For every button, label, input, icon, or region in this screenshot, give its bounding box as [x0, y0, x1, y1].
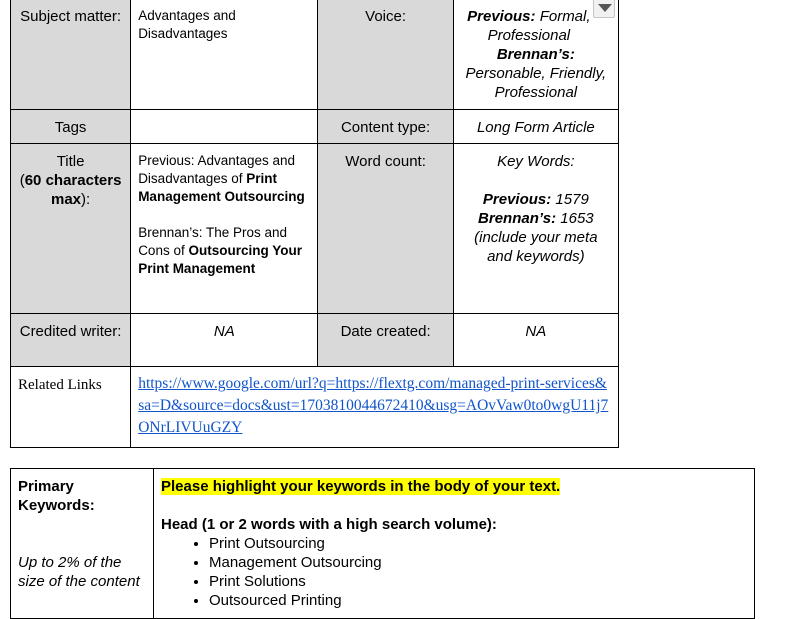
voice-brennan: [461, 45, 611, 102]
word-count-brennan: [461, 209, 611, 228]
list-item: • Outsourced Printing: [209, 591, 747, 610]
subject-matter-label-cell: [11, 0, 131, 110]
key-words-label: Key Words:: [497, 153, 575, 170]
primary-keywords-content-cell: [154, 469, 755, 619]
title-label: Title: [56, 153, 85, 170]
head-keywords-label: Head (1 or 2 words with a high search volume):: [161, 516, 497, 533]
credited-writer-label: Credited writer:: [19, 323, 122, 340]
tags-value-cell[interactable]: [131, 110, 318, 144]
voice-brennan-value: Personable, Friendly, Professional: [465, 65, 607, 101]
date-created-label-cell: [318, 314, 453, 367]
word-count-previous-label: Previous:: [482, 191, 552, 208]
title-previous-bold: Print Management Outsourcing: [138, 171, 305, 204]
title-brennan: [138, 224, 310, 278]
voice-value-cell: [453, 0, 618, 110]
list-item: • Print Outsourcing: [209, 534, 747, 553]
row-credited-date: [11, 314, 619, 367]
title-previous-prefix: Previous: Advantages and Disadvantages of: [138, 153, 296, 186]
content-type-value: Long Form Article: [476, 119, 595, 136]
title-label-paren-open: (: [19, 172, 25, 189]
subject-matter-value-cell: [131, 0, 318, 110]
voice-previous-label: Previous:: [467, 8, 536, 25]
primary-keywords-note: Up to 2% of the size of the content: [18, 554, 140, 590]
word-count-value-cell: [453, 144, 618, 314]
title-previous: [138, 152, 310, 206]
credited-writer-label-cell: [11, 314, 131, 367]
content-brief-table: [10, 0, 619, 448]
related-links-label-cell: [11, 367, 131, 448]
primary-keywords-label-cell: [11, 469, 154, 619]
content-type-label-cell: [318, 110, 453, 144]
voice-previous-value: Formal, Professional: [487, 8, 591, 44]
subject-matter-value: Advantages and Disadvantages: [138, 8, 236, 41]
date-created-value: NA: [525, 323, 547, 340]
word-count-brennan-value: 1653: [556, 210, 594, 227]
content-type-label: Content type:: [340, 119, 431, 136]
list-item: • Print Solutions: [209, 572, 747, 591]
credited-writer-value: NA: [213, 323, 235, 340]
word-count-previous: [461, 190, 611, 209]
voice-label: Voice:: [365, 8, 407, 25]
list-item: • Management Outsourcing: [209, 553, 747, 572]
dropdown-arrow-icon[interactable]: [593, 0, 615, 18]
subject-matter-label: Subject matter:: [20, 8, 122, 25]
date-created-label: Date created:: [340, 323, 431, 340]
tags-label: Tags: [54, 119, 87, 136]
word-count-brennan-label: Brennan’s:: [478, 210, 557, 227]
title-label-paren-close: ):: [81, 191, 91, 208]
title-brennan-prefix: Brennan’s: The Pros and Cons of: [138, 225, 288, 258]
row-subject-voice: [11, 0, 619, 110]
credited-writer-value-cell: [131, 314, 318, 367]
word-count-label: Word count:: [345, 153, 426, 170]
related-link[interactable]: https://www.google.com/url?q=https://flextg.com/managed-print-services&sa=D&source=docs&ust=1703810044672410&usg=AOvVaw0to0wgU11j7ONrLIVUuGZY: [138, 375, 609, 436]
row-tags-content-type: [11, 110, 619, 144]
content-type-value-cell: [453, 110, 618, 144]
voice-previous: [461, 7, 611, 45]
related-links-label: Related Links: [18, 377, 102, 393]
voice-brennan-label: Brennan’s:: [496, 46, 575, 63]
title-value-cell: [131, 144, 318, 314]
primary-keywords-label: Primary Keywords:: [18, 478, 95, 514]
word-count-previous-value: 1579: [551, 191, 589, 208]
row-title-wordcount: [11, 144, 619, 314]
primary-keywords-row: [11, 469, 755, 619]
related-links-value-cell: [131, 367, 619, 448]
head-keywords-list: [161, 534, 747, 610]
title-label-cell: [11, 144, 131, 314]
title-brennan-bold: Outsourcing Your Print Management: [138, 243, 302, 276]
row-related-links: [11, 367, 619, 448]
tags-label-cell: [11, 110, 131, 144]
word-count-label-cell: [318, 144, 453, 314]
primary-keywords-table: [10, 468, 755, 619]
title-label-limit: 60 characters max: [24, 172, 122, 208]
voice-label-cell: [318, 0, 453, 110]
highlight-instruction: Please highlight your keywords in the body of your text.: [161, 478, 561, 495]
word-count-note: (include your meta and keywords): [474, 229, 598, 265]
date-created-value-cell: [453, 314, 618, 367]
